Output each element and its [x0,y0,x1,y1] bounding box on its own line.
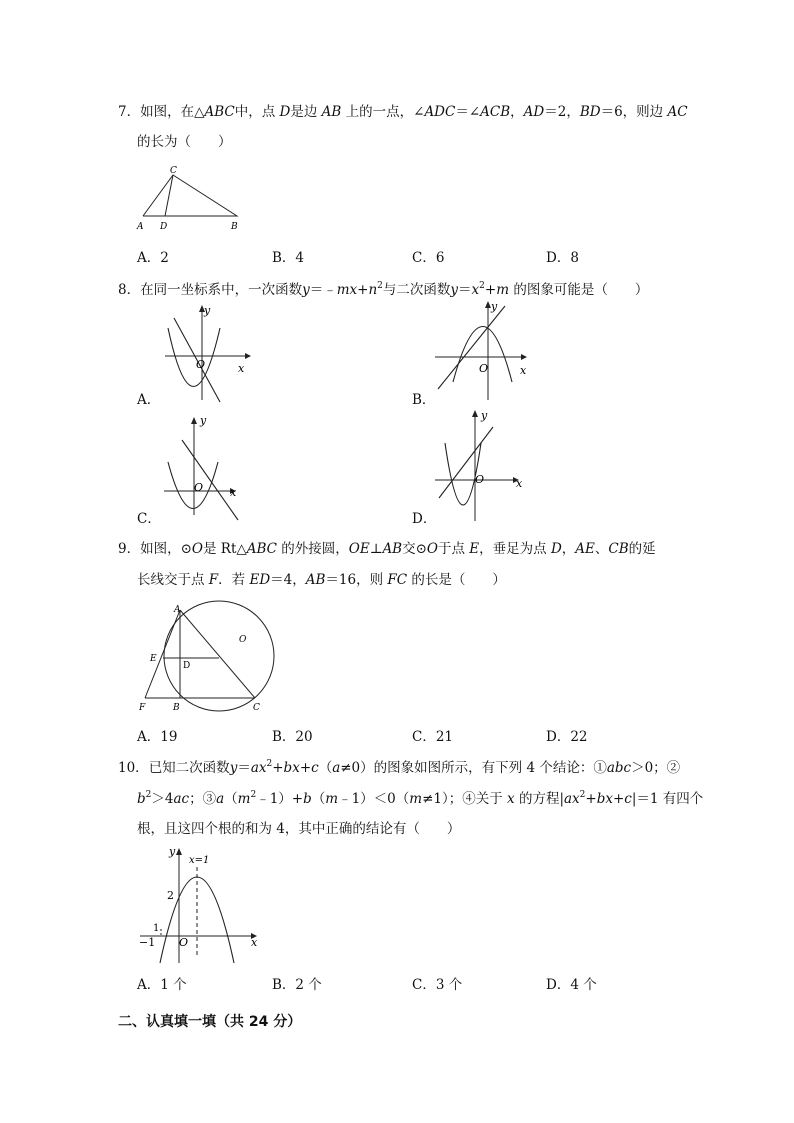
q8a-parabola [168,328,220,387]
q9-line1: 9．如图，⊙O是 Rt△ABC 的外接圆，OE⊥AB交⊙O于点 E，垂足为点 D，AE、CB的延 [118,541,656,557]
q10-y-arrow [176,848,182,855]
q10-label-o: O [179,936,189,949]
q8-option-c: C． [137,511,161,527]
q8c-label-y: y [200,414,207,427]
q9-line2: 长线交于点 F．若 ED＝4，AB＝16，则 FC 的长是（ ） [137,572,506,588]
q7-label-a: A [137,222,144,232]
q9-option-d: D．22 [546,729,588,745]
q8b-x-arrow [521,354,527,360]
q8b-line [438,306,505,389]
q9-label-o: O [239,635,247,645]
section-title: 二、认真填一填（共 24 分） [118,1014,302,1030]
q7-option-d: D．8 [546,250,579,266]
q7-option-c: C．6 [412,250,445,266]
q8b-label-x: x [520,364,527,377]
q7-line1: 7．如图，在△ABC中，点 D是边 AB 上的一点，∠ADC＝∠ACB，AD＝2，BD＝6，则边 AC [118,104,688,120]
q7-line2: 的长为（ ） [137,134,232,150]
q7-option-b: B．4 [272,250,305,266]
q10-option-c: C．3 个 [412,977,463,993]
q10-option-a: A．1 个 [137,977,187,993]
q9-label-f: F [139,703,146,713]
q9-label-b: B [173,703,180,713]
q7-number: 7． [118,104,141,120]
q8-graph-d [433,405,533,525]
q10-line3: 根，且这四个根的和为 4，其中正确的结论有（ ） [137,821,461,837]
q10-option-d: D．4 个 [546,977,597,993]
q8b-label-o: O [479,362,489,375]
q8c-parabola [168,462,218,509]
q7-label-d: D [160,222,168,232]
q8-option-b: B． [412,392,436,408]
q7-label-c: C [170,166,177,176]
q10-line1: 10．已知二次函数$y=ax^2+bx+c(a\ne 0)$的图象如图所示，有下列 4 个结论：①abc＞0；② [118,759,681,776]
q10-label-x: x [251,936,258,949]
q8a-label-y: y [204,304,211,317]
q7-figure [135,163,250,235]
q10-label-y: y [169,845,176,858]
q7-triangle [143,175,237,216]
q8-graph-b [433,296,533,406]
q8d-y-arrow [472,410,478,417]
q8-graph-c [160,410,255,520]
q10-number: 10． [118,760,149,776]
q10-figure [135,843,265,968]
q10-option-b: B．2 个 [272,977,322,993]
q9-line-ac [180,610,255,698]
q8d-label-o: O [475,473,485,486]
q8-graph-a [160,300,255,410]
q9-option-c: C．21 [412,729,454,745]
q10-label-axis-line: x=1 [189,855,210,866]
q8c-label-x: x [230,486,237,499]
q9-figure [135,598,280,718]
q8c-y-arrow [191,417,197,424]
q8b-label-y: y [491,300,498,313]
q8-option-d: D． [412,511,437,527]
q9-label-e: E [150,654,157,664]
q7-option-a: A．2 [137,250,169,266]
q9-label-a: A [174,605,181,615]
q9-label-d: D [183,661,191,671]
q8d-line [439,427,493,498]
q9-label-c: C [253,703,260,713]
q9-option-a: A．19 [137,729,178,745]
q8c-label-o: O [194,481,204,494]
q10-label-two: 2 [167,889,174,902]
q8d-label-y: y [481,409,488,422]
q8-number: 8． [118,282,141,298]
q7-label-b: B [231,222,238,232]
q9-option-b: B．20 [272,729,313,745]
q8a-x-arrow [245,353,251,359]
q9-number: 9． [118,541,141,557]
q8a-label-x: x [238,362,245,375]
q10-label-one: 1 [153,923,160,934]
q8d-label-x: x [516,477,523,490]
q8a-label-o: O [196,358,206,371]
q10-label-neg-one: −1 [139,936,156,949]
q10-line2: $b^2>4ac$；$③a(m^2﹣1)+b(m﹣1)<0(m\ne 1)$；④关于 x 的方程$|ax^2+bx+c|=1$ 有四个 [137,790,704,807]
q8-stem: 8．在同一坐标系中，一次函数$y=﹣mx+n^2$与二次函数$y=x^2+m$ 的图象可能是（ ） [118,281,649,298]
q8-option-a: A． [137,392,161,408]
